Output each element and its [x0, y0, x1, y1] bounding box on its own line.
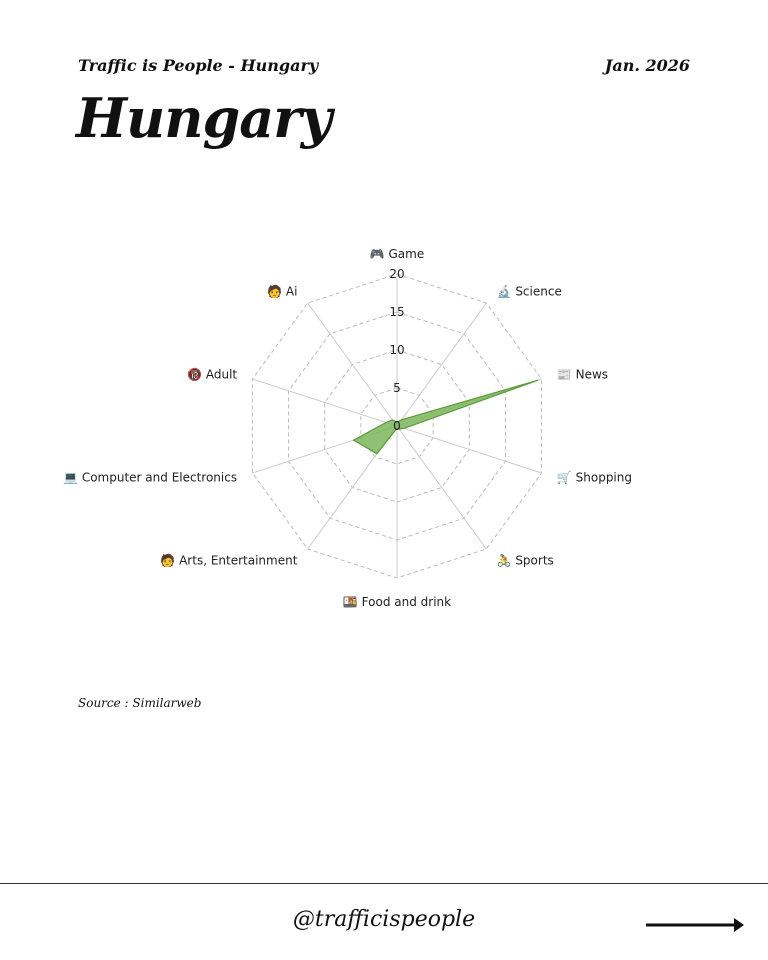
- category-label: 🚴 Sports: [496, 553, 554, 568]
- grid-spoke: [308, 303, 397, 426]
- footer-divider: [0, 883, 768, 884]
- page-title: Hungary: [76, 86, 332, 150]
- category-label: 📰 News: [556, 367, 609, 382]
- category-label: 🍱 Food and drink: [342, 595, 452, 609]
- category-label: 🔞 Adult: [187, 367, 238, 382]
- category-label: 🎮 Game: [369, 247, 425, 261]
- tick-label: 10: [389, 343, 405, 357]
- tick-label: 5: [393, 381, 401, 395]
- data-area: [354, 380, 538, 453]
- source-note: Source : Similarweb: [78, 696, 202, 710]
- header-date: Jan. 2026: [604, 56, 690, 75]
- category-label: 🔬 Science: [496, 284, 562, 299]
- social-handle: @trafficispeople: [292, 907, 476, 932]
- tick-label: 0: [393, 419, 401, 433]
- grid-spoke: [397, 426, 542, 473]
- tick-label: 20: [389, 267, 405, 281]
- tick-label: 15: [389, 305, 405, 319]
- category-label: 🛒 Shopping: [556, 470, 633, 485]
- category-label: 💻 Computer and Electronics: [63, 470, 238, 485]
- category-label: 🧑 Arts, Entertainment: [160, 553, 298, 568]
- arrow-right-icon[interactable]: [646, 916, 746, 934]
- grid-spoke: [397, 426, 486, 549]
- header-subtitle: Traffic is People - Hungary: [78, 56, 319, 75]
- category-label: 🧑 Ai: [267, 284, 298, 299]
